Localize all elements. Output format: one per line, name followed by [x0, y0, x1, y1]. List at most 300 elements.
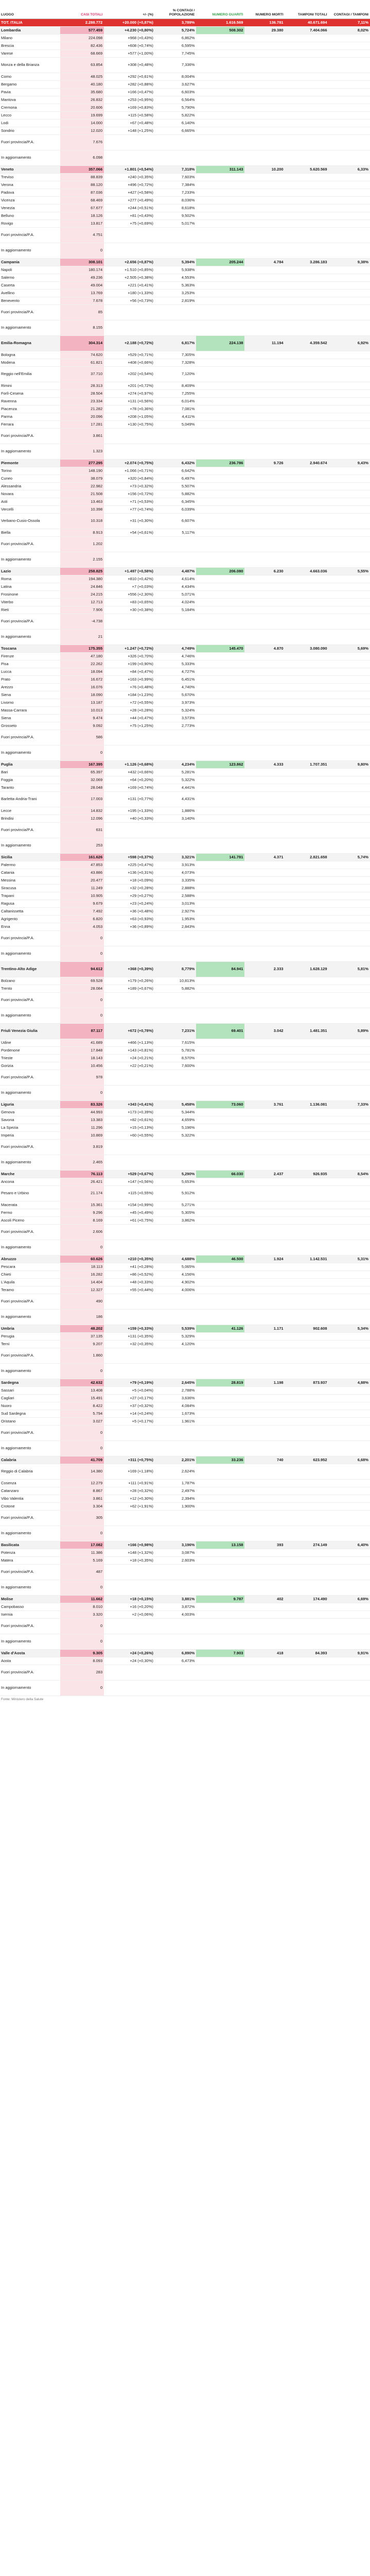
province-row[interactable]	[0, 1309, 370, 1325]
empty-cell	[244, 88, 285, 96]
empty-cell	[285, 1611, 329, 1618]
province-row[interactable]	[0, 49, 370, 57]
province-row[interactable]	[0, 691, 370, 699]
province-per100k: 2,624%	[155, 1464, 196, 1479]
province-row[interactable]	[0, 1510, 370, 1526]
province-row[interactable]	[0, 34, 370, 42]
province-name: Fuori provincia/P.A.	[0, 1348, 60, 1363]
province-row[interactable]	[0, 1348, 370, 1363]
province-per100k	[155, 1580, 196, 1595]
empty-cell	[244, 1216, 285, 1224]
province-per100k: 4,553%	[155, 274, 196, 281]
province-row[interactable]	[0, 861, 370, 869]
province-row[interactable]	[0, 992, 370, 1008]
province-row[interactable]	[0, 1386, 370, 1394]
province-row[interactable]	[0, 274, 370, 281]
empty-cell	[285, 722, 329, 730]
region-row[interactable]	[0, 567, 370, 575]
header-delta[interactable]: +/- (%)	[104, 0, 155, 19]
province-row[interactable]	[0, 1603, 370, 1611]
empty-cell	[244, 791, 285, 807]
region-deaths: 418	[244, 1649, 285, 1657]
province-name: Fuori provincia/P.A.	[0, 227, 60, 243]
province-row[interactable]	[0, 428, 370, 444]
empty-cell	[244, 119, 285, 127]
province-delta: +12 (+0,30%)	[104, 1495, 155, 1502]
province-row[interactable]	[0, 413, 370, 420]
province-row[interactable]	[0, 1139, 370, 1155]
province-per100k: 7,328%	[155, 359, 196, 366]
province-row[interactable]	[0, 212, 370, 219]
province-row[interactable]	[0, 1062, 370, 1070]
province-row[interactable]	[0, 405, 370, 413]
empty-cell	[196, 389, 244, 397]
province-row[interactable]	[0, 1008, 370, 1023]
province-row[interactable]	[0, 985, 370, 992]
province-row[interactable]	[0, 776, 370, 784]
province-row[interactable]	[0, 366, 370, 382]
province-row[interactable]	[0, 784, 370, 791]
province-row[interactable]	[0, 289, 370, 297]
province-row[interactable]	[0, 699, 370, 706]
province-name: Cuneo	[0, 474, 60, 482]
province-row[interactable]	[0, 915, 370, 923]
region-deaths: 2.437	[244, 1170, 285, 1178]
empty-cell	[285, 575, 329, 583]
province-cases: 9.092	[60, 722, 104, 730]
province-row[interactable]	[0, 1440, 370, 1456]
province-row[interactable]	[0, 1495, 370, 1502]
province-row[interactable]	[0, 598, 370, 606]
province-row[interactable]	[0, 474, 370, 482]
province-row[interactable]	[0, 351, 370, 359]
region-row[interactable]	[0, 1170, 370, 1178]
province-row[interactable]	[0, 1526, 370, 1541]
province-row[interactable]	[0, 119, 370, 127]
province-row[interactable]	[0, 1185, 370, 1201]
province-row[interactable]	[0, 892, 370, 900]
region-pos: 6,68%	[329, 1456, 370, 1464]
empty-cell	[196, 575, 244, 583]
empty-cell	[244, 660, 285, 668]
province-row[interactable]	[0, 243, 370, 258]
province-row[interactable]	[0, 88, 370, 96]
province-row[interactable]	[0, 204, 370, 212]
province-row[interactable]	[0, 104, 370, 111]
province-per100k: 5,363%	[155, 281, 196, 289]
province-row[interactable]	[0, 498, 370, 505]
province-row[interactable]	[0, 1224, 370, 1240]
region-row[interactable]	[0, 760, 370, 768]
province-row[interactable]	[0, 505, 370, 513]
province-row[interactable]	[0, 1270, 370, 1278]
empty-cell	[244, 1464, 285, 1479]
province-row[interactable]	[0, 1240, 370, 1255]
province-name: Treviso	[0, 173, 60, 181]
province-row[interactable]	[0, 1618, 370, 1634]
province-cases: 21.282	[60, 405, 104, 413]
province-row[interactable]	[0, 730, 370, 745]
province-row[interactable]	[0, 42, 370, 49]
empty-cell	[285, 181, 329, 189]
empty-cell	[285, 1618, 329, 1634]
province-row[interactable]	[0, 359, 370, 366]
province-row[interactable]	[0, 1046, 370, 1054]
province-cases: 180.174	[60, 266, 104, 274]
province-row[interactable]	[0, 791, 370, 807]
province-row[interactable]	[0, 614, 370, 629]
empty-cell	[196, 150, 244, 165]
province-delta	[104, 320, 155, 335]
province-row[interactable]	[0, 706, 370, 714]
header-per100k[interactable]: % CONTAGI / POPOLAZIONE	[155, 0, 196, 19]
province-row[interactable]	[0, 1634, 370, 1649]
empty-cell	[329, 482, 370, 490]
province-row[interactable]	[0, 946, 370, 961]
empty-cell	[285, 382, 329, 389]
province-delta: +73 (+0,32%)	[104, 482, 155, 490]
empty-cell	[329, 629, 370, 645]
empty-cell	[196, 1070, 244, 1085]
region-row[interactable]	[0, 165, 370, 173]
header-pos[interactable]: CONTAGI / TAMPONI	[329, 0, 370, 19]
province-row[interactable]	[0, 876, 370, 884]
region-delta: +2.074 (+0,75%)	[104, 459, 155, 467]
province-per100k: 6,451%	[155, 675, 196, 683]
empty-cell	[196, 1085, 244, 1100]
province-row[interactable]	[0, 1402, 370, 1410]
region-row[interactable]	[0, 1649, 370, 1657]
province-row[interactable]	[0, 1549, 370, 1556]
province-row[interactable]	[0, 196, 370, 204]
region-row[interactable]	[0, 961, 370, 977]
province-delta: +77 (+0,74%)	[104, 505, 155, 513]
region-cases: 41.709	[60, 1456, 104, 1464]
province-row[interactable]	[0, 606, 370, 614]
total-row[interactable]	[0, 19, 370, 26]
province-row[interactable]	[0, 668, 370, 675]
empty-cell	[329, 930, 370, 946]
province-name: In aggiornamento	[0, 1085, 60, 1100]
province-delta: +143 (+0,81%)	[104, 1046, 155, 1054]
province-name: Fuori provincia/P.A.	[0, 822, 60, 838]
province-per100k: 5,324%	[155, 706, 196, 714]
province-row[interactable]	[0, 1201, 370, 1209]
total-pos: 7,11%	[329, 19, 370, 26]
province-row[interactable]	[0, 838, 370, 853]
empty-cell	[244, 1054, 285, 1062]
empty-cell	[329, 900, 370, 907]
empty-cell	[244, 413, 285, 420]
empty-cell	[285, 1085, 329, 1100]
province-row[interactable]	[0, 768, 370, 776]
header-area[interactable]: LUOGO	[0, 0, 60, 19]
province-row[interactable]	[0, 815, 370, 822]
province-name: Fuori provincia/P.A.	[0, 1070, 60, 1085]
province-row[interactable]	[0, 1294, 370, 1309]
province-cases: 13.383	[60, 1116, 104, 1124]
province-row[interactable]	[0, 482, 370, 490]
province-row[interactable]	[0, 1108, 370, 1116]
region-cases: 175.355	[60, 645, 104, 652]
province-row[interactable]	[0, 111, 370, 119]
province-delta: +408 (+0,66%)	[104, 359, 155, 366]
region-row[interactable]	[0, 853, 370, 861]
province-row[interactable]	[0, 420, 370, 428]
province-row[interactable]	[0, 1263, 370, 1270]
province-row[interactable]	[0, 1417, 370, 1425]
province-row[interactable]	[0, 1556, 370, 1564]
empty-cell	[196, 243, 244, 258]
province-row[interactable]	[0, 807, 370, 815]
header-deaths[interactable]: NUMERO MORTI	[244, 0, 285, 19]
province-row[interactable]	[0, 1085, 370, 1100]
province-row[interactable]	[0, 382, 370, 389]
province-row[interactable]	[0, 1394, 370, 1402]
province-row[interactable]	[0, 1479, 370, 1487]
province-delta: +75 (+1,25%)	[104, 722, 155, 730]
empty-cell	[285, 1580, 329, 1595]
empty-cell	[196, 1224, 244, 1240]
region-pos: 6,33%	[329, 165, 370, 173]
empty-cell	[244, 42, 285, 49]
province-row[interactable]	[0, 266, 370, 274]
province-row[interactable]	[0, 181, 370, 189]
province-row[interactable]	[0, 1580, 370, 1595]
region-per100k: 2,645%	[155, 1379, 196, 1386]
province-row[interactable]	[0, 869, 370, 876]
province-row[interactable]	[0, 1131, 370, 1139]
province-per100k: 5,305%	[155, 1209, 196, 1216]
header-healed[interactable]: NUMERO GUARITI	[196, 0, 244, 19]
region-row[interactable]	[0, 1379, 370, 1386]
province-per100k	[155, 304, 196, 320]
province-cases: 631	[60, 822, 104, 838]
province-row[interactable]	[0, 1657, 370, 1665]
empty-cell	[285, 266, 329, 274]
empty-cell	[196, 946, 244, 961]
empty-cell	[285, 111, 329, 119]
region-row[interactable]	[0, 26, 370, 34]
province-delta: +130 (+0,75%)	[104, 420, 155, 428]
province-row[interactable]	[0, 444, 370, 459]
province-row[interactable]	[0, 1332, 370, 1340]
province-row[interactable]	[0, 1070, 370, 1085]
province-delta	[104, 1008, 155, 1023]
province-row[interactable]	[0, 1680, 370, 1696]
empty-cell	[244, 1386, 285, 1394]
province-row[interactable]	[0, 1054, 370, 1062]
province-row[interactable]	[0, 80, 370, 88]
empty-cell	[285, 96, 329, 104]
province-row[interactable]	[0, 552, 370, 567]
province-row[interactable]	[0, 590, 370, 598]
region-row[interactable]	[0, 1100, 370, 1108]
province-row[interactable]	[0, 536, 370, 552]
province-row[interactable]	[0, 173, 370, 181]
province-row[interactable]	[0, 1216, 370, 1224]
region-row[interactable]	[0, 1541, 370, 1549]
empty-cell	[244, 96, 285, 104]
province-row[interactable]	[0, 714, 370, 722]
province-row[interactable]	[0, 297, 370, 304]
province-row[interactable]	[0, 907, 370, 915]
empty-cell	[244, 274, 285, 281]
empty-cell	[285, 714, 329, 722]
province-row[interactable]	[0, 930, 370, 946]
empty-cell	[244, 861, 285, 869]
province-row[interactable]	[0, 96, 370, 104]
province-row[interactable]	[0, 1155, 370, 1170]
province-row[interactable]	[0, 1502, 370, 1510]
province-row[interactable]	[0, 923, 370, 930]
province-row[interactable]	[0, 745, 370, 760]
empty-cell	[329, 1085, 370, 1100]
province-name: Savona	[0, 1116, 60, 1124]
province-row[interactable]	[0, 1178, 370, 1185]
region-tests: 902.608	[285, 1325, 329, 1332]
empty-cell	[196, 1618, 244, 1634]
province-name: Parma	[0, 413, 60, 420]
province-row[interactable]	[0, 1286, 370, 1294]
province-row[interactable]	[0, 575, 370, 583]
province-delta: +180 (+1,33%)	[104, 289, 155, 297]
province-per100k: 5,322%	[155, 776, 196, 784]
province-row[interactable]	[0, 652, 370, 660]
province-row[interactable]	[0, 397, 370, 405]
province-row[interactable]	[0, 1116, 370, 1124]
header-cases[interactable]: CASI TOTALI	[60, 0, 104, 19]
empty-cell	[329, 42, 370, 49]
empty-cell	[285, 1402, 329, 1410]
province-row[interactable]	[0, 1425, 370, 1440]
province-row[interactable]	[0, 1564, 370, 1580]
province-row[interactable]	[0, 660, 370, 668]
province-cases: 8.093	[60, 1657, 104, 1665]
province-row[interactable]	[0, 1209, 370, 1216]
province-cases: 3.861	[60, 1495, 104, 1502]
province-cases: 22.982	[60, 482, 104, 490]
province-row[interactable]	[0, 490, 370, 498]
empty-cell	[329, 467, 370, 474]
province-row[interactable]	[0, 977, 370, 985]
region-pos: 5,74%	[329, 853, 370, 861]
province-cases: 24.215	[60, 590, 104, 598]
province-delta	[104, 992, 155, 1008]
region-row[interactable]	[0, 1595, 370, 1603]
province-row[interactable]	[0, 389, 370, 397]
province-delta: +163 (+0,99%)	[104, 675, 155, 683]
province-row[interactable]	[0, 1340, 370, 1348]
empty-cell	[196, 884, 244, 892]
province-per100k: 1,673%	[155, 1410, 196, 1417]
province-name: Lecco	[0, 111, 60, 119]
region-row[interactable]	[0, 335, 370, 351]
region-row[interactable]	[0, 1023, 370, 1039]
province-row[interactable]	[0, 1039, 370, 1046]
province-row[interactable]	[0, 884, 370, 892]
province-per100k	[155, 320, 196, 335]
province-row[interactable]	[0, 1487, 370, 1495]
province-row[interactable]	[0, 1278, 370, 1286]
empty-cell	[285, 668, 329, 675]
province-row[interactable]	[0, 281, 370, 289]
province-per100k	[155, 930, 196, 946]
province-row[interactable]	[0, 320, 370, 335]
province-row[interactable]	[0, 1124, 370, 1131]
province-row[interactable]	[0, 1665, 370, 1680]
empty-cell	[244, 1178, 285, 1185]
region-row[interactable]	[0, 1456, 370, 1464]
province-row[interactable]	[0, 227, 370, 243]
province-row[interactable]	[0, 73, 370, 80]
province-row[interactable]	[0, 1410, 370, 1417]
province-row[interactable]	[0, 900, 370, 907]
province-row[interactable]	[0, 189, 370, 196]
region-name: Puglia	[0, 760, 60, 768]
province-name: In aggiornamento	[0, 320, 60, 335]
region-row[interactable]	[0, 1325, 370, 1332]
empty-cell	[285, 389, 329, 397]
empty-cell	[329, 1116, 370, 1124]
province-row[interactable]	[0, 57, 370, 73]
region-tests: 926.935	[285, 1170, 329, 1178]
empty-cell	[285, 583, 329, 590]
region-row[interactable]	[0, 1255, 370, 1263]
province-row[interactable]	[0, 467, 370, 474]
empty-cell	[244, 1603, 285, 1611]
province-cases: 0	[60, 1618, 104, 1634]
province-row[interactable]	[0, 675, 370, 683]
province-row[interactable]	[0, 134, 370, 150]
province-row[interactable]	[0, 529, 370, 536]
region-row[interactable]	[0, 258, 370, 266]
province-cases: 283	[60, 1665, 104, 1680]
province-row[interactable]	[0, 1363, 370, 1379]
province-row[interactable]	[0, 304, 370, 320]
province-row[interactable]	[0, 513, 370, 529]
region-row[interactable]	[0, 645, 370, 652]
province-row[interactable]	[0, 583, 370, 590]
empty-cell	[244, 212, 285, 219]
province-cases: 0	[60, 1634, 104, 1649]
province-row[interactable]	[0, 219, 370, 227]
province-row[interactable]	[0, 1611, 370, 1618]
empty-cell	[244, 1556, 285, 1564]
province-per100k: 6,039%	[155, 505, 196, 513]
province-name: Lucca	[0, 668, 60, 675]
empty-cell	[329, 977, 370, 985]
province-name: Napoli	[0, 266, 60, 274]
province-row[interactable]	[0, 150, 370, 165]
province-delta: +63 (+0,93%)	[104, 915, 155, 923]
province-row[interactable]	[0, 822, 370, 838]
empty-cell	[285, 1680, 329, 1696]
province-cases: -4.738	[60, 614, 104, 629]
empty-cell	[285, 1479, 329, 1487]
header-tests[interactable]: TAMPONI TOTALI	[285, 0, 329, 19]
region-row[interactable]	[0, 459, 370, 467]
empty-cell	[329, 1665, 370, 1680]
province-row[interactable]	[0, 683, 370, 691]
province-row[interactable]	[0, 629, 370, 645]
province-row[interactable]	[0, 127, 370, 134]
province-row[interactable]	[0, 1464, 370, 1479]
province-name: Ascoli Piceno	[0, 1216, 60, 1224]
province-row[interactable]	[0, 722, 370, 730]
province-per100k: 5,322%	[155, 1131, 196, 1139]
empty-cell	[285, 907, 329, 915]
